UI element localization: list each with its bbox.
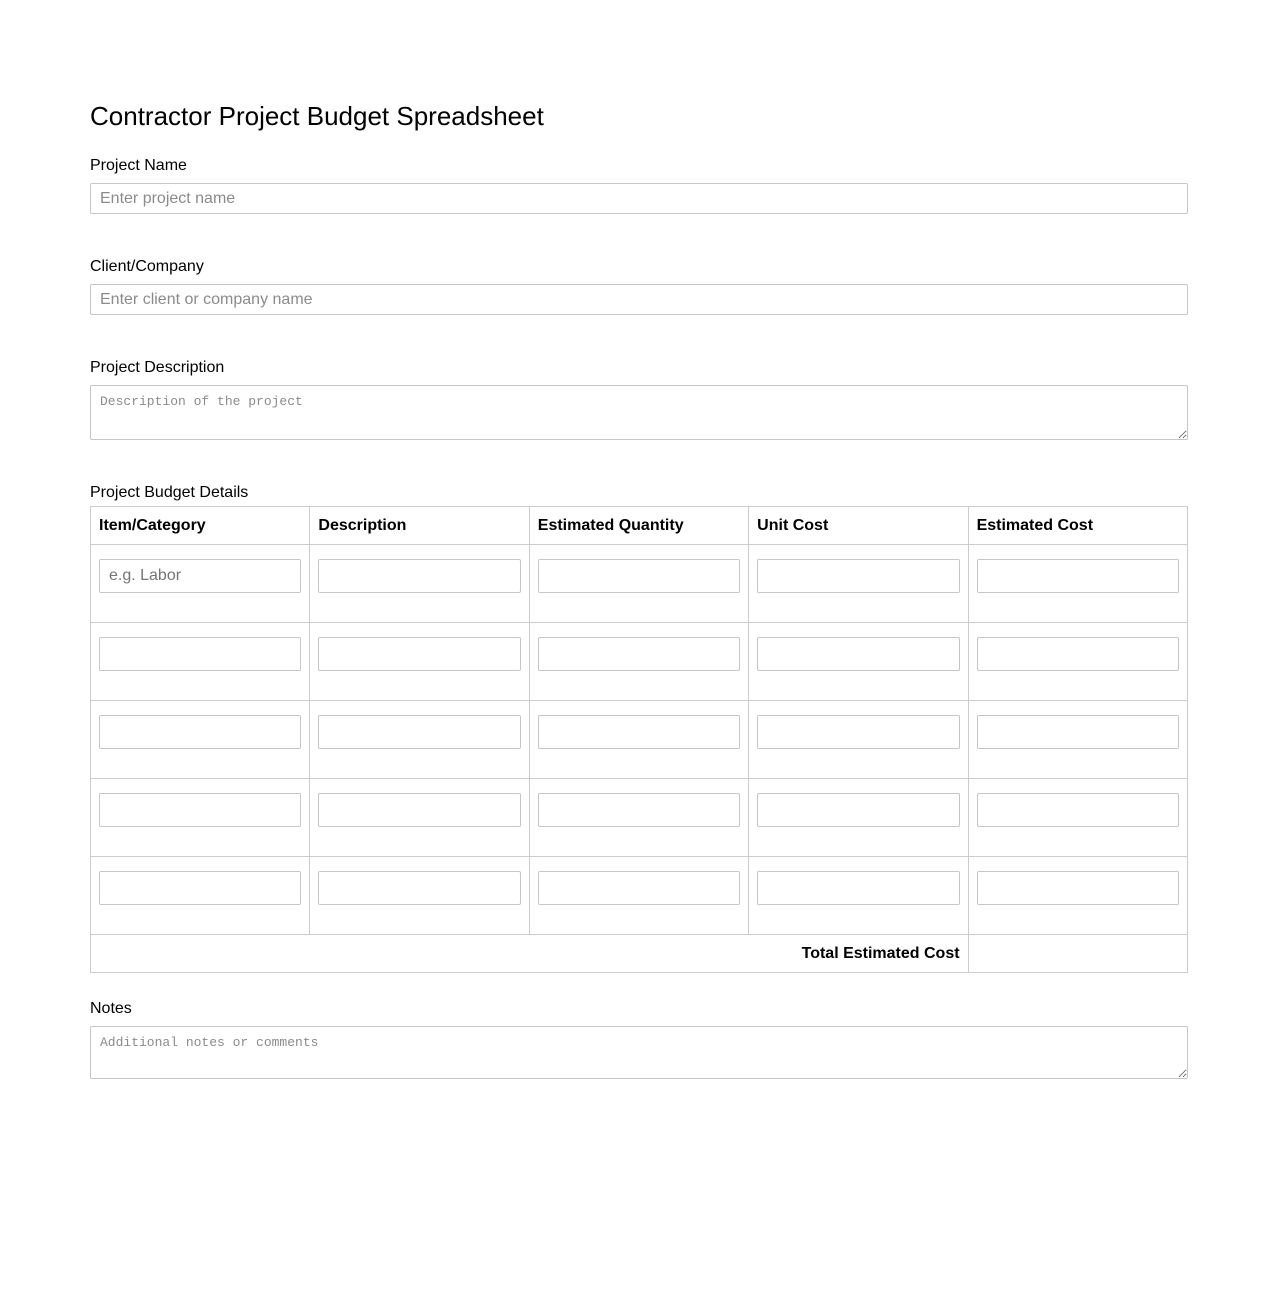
- item-category-input[interactable]: [99, 715, 301, 749]
- budget-table-footer: [91, 935, 1188, 973]
- budget-table-label: Project Budget Details: [90, 484, 249, 501]
- notes-textarea[interactable]: [90, 1026, 1188, 1079]
- budget-table-body: [91, 545, 1188, 935]
- estimated-cost-input[interactable]: [977, 637, 1179, 671]
- header-description: Description: [310, 507, 529, 545]
- estimated-quantity-input[interactable]: [538, 715, 740, 749]
- project-description-label: Project Description: [90, 359, 225, 376]
- description-input[interactable]: [318, 793, 520, 827]
- unit-cost-input[interactable]: [757, 559, 959, 593]
- header-unit-cost: Unit Cost: [749, 507, 968, 545]
- estimated-quantity-input[interactable]: [538, 637, 740, 671]
- project-name-input[interactable]: [90, 183, 1188, 214]
- table-row: [91, 701, 1188, 779]
- client-company-label: Client/Company: [90, 258, 204, 275]
- estimated-cost-input[interactable]: [977, 793, 1179, 827]
- description-input[interactable]: [318, 559, 520, 593]
- description-input[interactable]: [318, 637, 520, 671]
- estimated-quantity-input[interactable]: [538, 559, 740, 593]
- table-row: [91, 545, 1188, 623]
- table-row: [91, 779, 1188, 857]
- budget-form: [90, 0, 1188, 1079]
- client-company-input[interactable]: [90, 284, 1188, 315]
- item-category-input[interactable]: [99, 637, 301, 671]
- project-name-group: [90, 157, 1188, 214]
- total-estimated-cost-value: [968, 935, 1187, 973]
- client-company-group: [90, 258, 1188, 315]
- total-estimated-cost-label: Total Estimated Cost: [91, 935, 969, 973]
- estimated-cost-input[interactable]: [977, 871, 1179, 905]
- item-category-input[interactable]: [99, 559, 301, 593]
- estimated-quantity-input[interactable]: [538, 871, 740, 905]
- notes-label: Notes: [90, 1000, 132, 1017]
- header-row: [91, 507, 1188, 545]
- table-row: [91, 857, 1188, 935]
- description-input[interactable]: [318, 715, 520, 749]
- unit-cost-input[interactable]: [757, 637, 959, 671]
- page-title: Contractor Project Budget Spreadsheet: [90, 101, 544, 131]
- budget-table-section: [90, 484, 1188, 973]
- header-estimated-quantity: Estimated Quantity: [529, 507, 748, 545]
- unit-cost-input[interactable]: [757, 793, 959, 827]
- description-input[interactable]: [318, 871, 520, 905]
- header-item-category: Item/Category: [91, 507, 310, 545]
- estimated-quantity-input[interactable]: [538, 793, 740, 827]
- total-row: [91, 935, 1188, 973]
- header-estimated-cost: Estimated Cost: [968, 507, 1187, 545]
- project-name-label: Project Name: [90, 157, 187, 174]
- notes-group: [90, 1000, 1188, 1079]
- item-category-input[interactable]: [99, 793, 301, 827]
- budget-table: [90, 506, 1188, 973]
- budget-table-header: [91, 507, 1188, 545]
- table-row: [91, 623, 1188, 701]
- item-category-input[interactable]: [99, 871, 301, 905]
- estimated-cost-input[interactable]: [977, 715, 1179, 749]
- project-description-group: [90, 359, 1188, 440]
- estimated-cost-input[interactable]: [977, 559, 1179, 593]
- unit-cost-input[interactable]: [757, 871, 959, 905]
- unit-cost-input[interactable]: [757, 715, 959, 749]
- project-description-textarea[interactable]: [90, 385, 1188, 440]
